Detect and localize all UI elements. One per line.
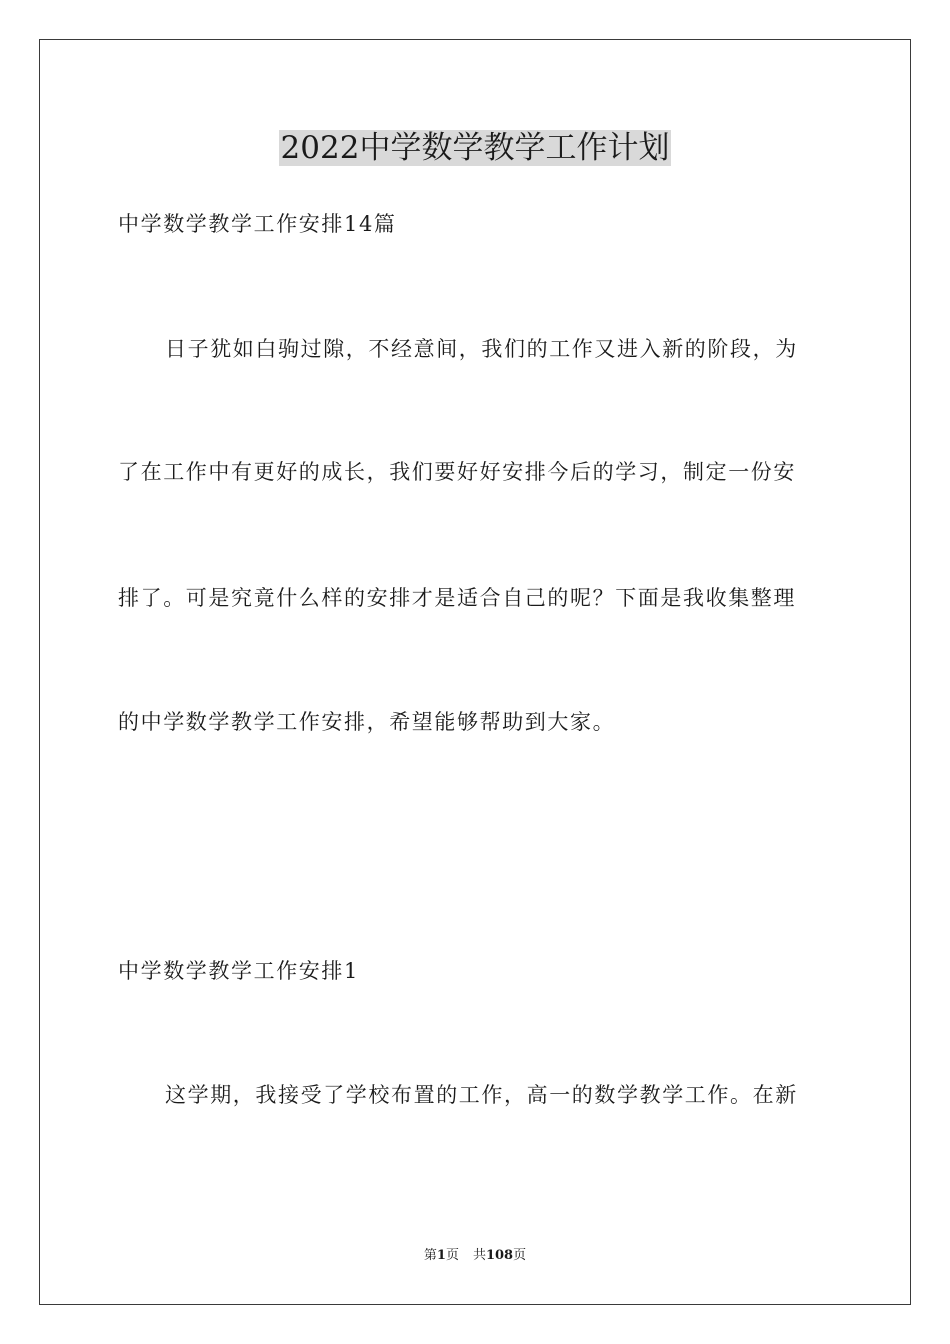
document-subtitle: 中学数学教学工作安排14篇 xyxy=(118,212,397,236)
intro-line-1: 日子犹如白驹过隙，不经意间，我们的工作又进入新的阶段，为 xyxy=(165,337,798,361)
footer-page-suffix: 页 xyxy=(445,1248,459,1263)
document-title-container xyxy=(0,126,950,170)
footer-total-pages: 108 xyxy=(485,1248,514,1263)
intro-line-4: 的中学数学教学工作安排，希望能够帮助到大家。 xyxy=(118,710,616,734)
page-footer xyxy=(0,1247,950,1265)
section-first-line: 这学期，我接受了学校布置的工作，高一的数学教学工作。在新 xyxy=(165,1083,798,1107)
footer-total-prefix: 共 xyxy=(472,1248,486,1263)
footer-total-suffix: 页 xyxy=(513,1248,527,1263)
intro-line-3: 排了。可是究竟什么样的安排才是适合自己的呢？下面是我收集整理 xyxy=(118,586,796,610)
section-heading: 中学数学教学工作安排1 xyxy=(118,959,359,983)
footer-prefix: 第 xyxy=(423,1248,437,1263)
document-title: 2022中学数学教学工作计划 xyxy=(280,130,670,166)
intro-line-2: 了在工作中有更好的成长，我们要好好安排今后的学习，制定一份安 xyxy=(118,460,796,484)
footer-page-number: 1 xyxy=(436,1248,446,1263)
